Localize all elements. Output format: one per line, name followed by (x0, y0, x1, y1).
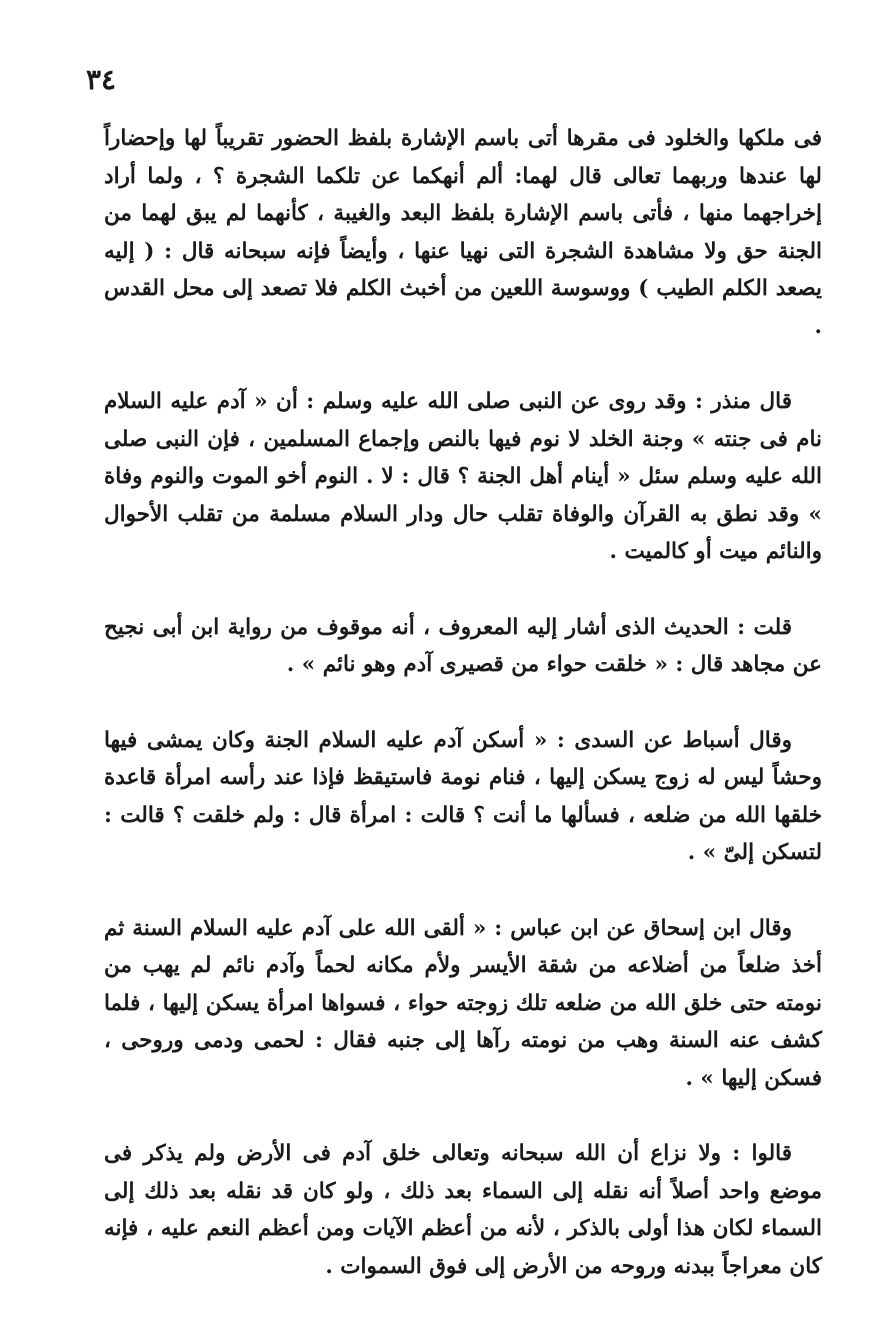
paragraph-2: قال منذر : وقد روى عن النبى صلى الله عليه وسلم : أن « آدم عليه السلام نام فى جنته » وجنة الخلد لا نوم فيها بالنص وإجماع المسلمين ، فإن النبى صلى الله عليه وسلم سئل « أينام أهل الجنة ؟ قال : لا . النوم أخو الموت والنوم وفاة » وقد نطق به القرآن والوفاة تقلب حال ودار السلام مسلمة من تقلب الأحوال والنائم ميت أو كالميت . (104, 389, 822, 564)
paragraph-4: وقال أسباط عن السدى : « أسكن آدم عليه السلام الجنة وكان يمشى فيها وحشاً ليس له زوج يسكن إليها ، فنام نومة فاستيقظ فإذا عند رأسه امرأة قاعدة خلقها الله من ضلعه ، فسألها ما أنت ؟ قالت : امرأة قال : ولم خلقت ؟ قالت : لتسكن إلىّ » . (104, 727, 822, 865)
paragraph-3: قلت : الحديث الذى أشار إليه المعروف ، أنه موقوف من رواية ابن أبى نجيح عن مجاهد قال : « خلقت حواء من قصيرى آدم وهو نائم » . (104, 614, 822, 677)
paragraph-5: وقال ابن إسحاق عن ابن عباس : « ألقى الله على آدم عليه السلام السنة ثم أخذ ضلعاً من أضلاعه من شقة الأيسر ولأم مكانه لحماً وآدم نائم لم يهب من نومته حتى خلق الله من ضلعه تلك زوجته حواء ، فسواها امرأة يسكن إليها ، فلما كشف عنه السنة وهب من نومته رآها إلى جنبه فقال : لحمى ودمى وروحى ، فسكن إليها » . (104, 915, 822, 1091)
paragraph-1: فى ملكها والخلود فى مقرها أتى باسم الإشارة بلفظ الحضور تقريباً لها وإحضاراً لها عندها وربهما تعالى قال لهما: ألم أنهكما عن تلكما الشجرة ؟ ، ولما أراد إخراجهما منها ، فأتى باسم الإشارة بلفظ البعد والغيبة ، كأنهما لم يبق لهما من الجنة حق ولا مشاهدة الشجرة التى نهيا عنها ، وأيضاً فإنه سبحانه قال : ( إليه يصعد الكلم الطيب ) ووسوسة اللعين من أخبث الكلم فلا تصعد إلى محل القدس . (104, 126, 822, 339)
page-body (104, 120, 822, 1285)
paragraph-6: قالوا : ولا نزاع أن الله سبحانه وتعالى خلق آدم فى الأرض ولم يذكر فى موضع واحد أصلاً أنه نقله إلى السماء بعد ذلك ، ولو كان قد نقله بعد ذلك إلى السماء لكان هذا أولى بالذكر ، لأنه من أعظم الآيات ومن أعظم النعم عليه ، فإنه كان معراجاً ببدنه وروحه من الأرض إلى فوق السموات . (104, 1141, 822, 1279)
page-number: ٣٤ (86, 63, 117, 96)
